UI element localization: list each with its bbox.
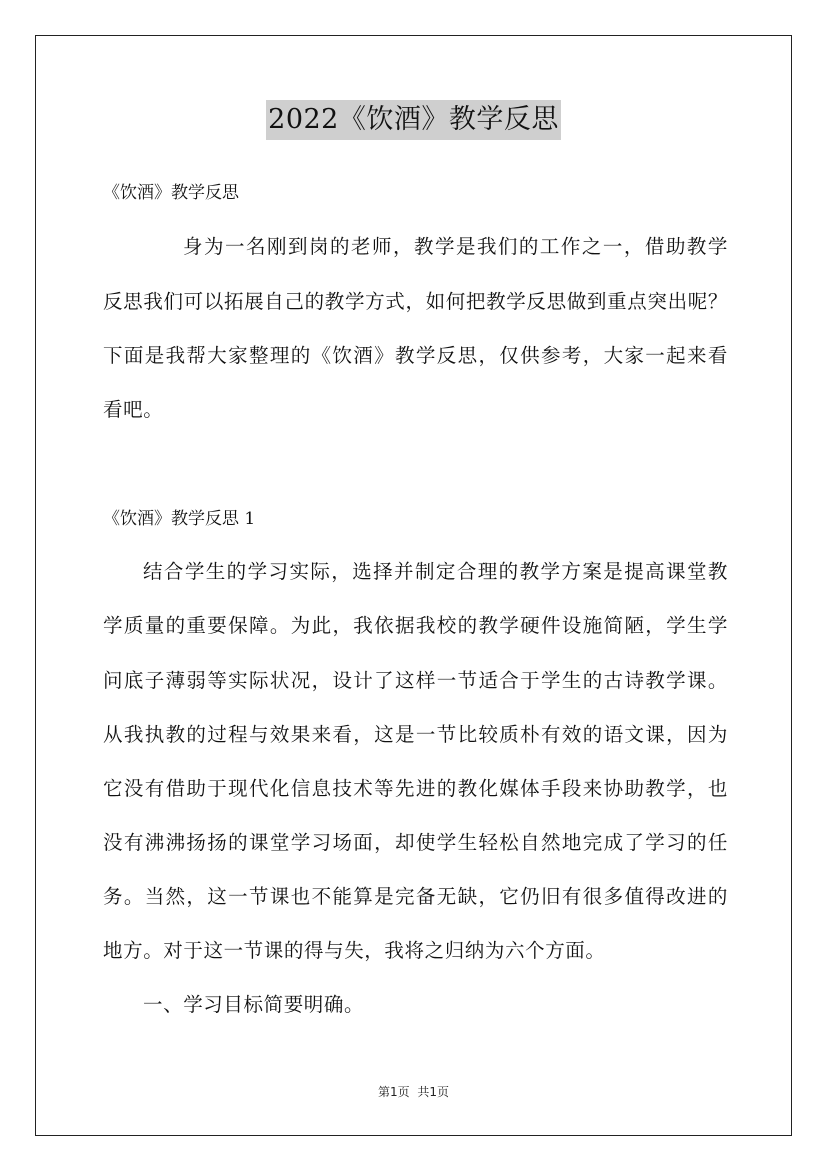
intro-line-4: 看吧。 (103, 398, 164, 421)
title-container (0, 100, 827, 140)
page-footer: 第1页 共1页 (377, 1085, 450, 1099)
body-line-3: 问底子薄弱等实际状况，设计了这样一节适合于学生的古诗教学课。 (103, 669, 728, 692)
body-line-5: 它没有借助于现代化信息技术等先进的教化媒体手段来协助教学，也 (103, 777, 728, 800)
body-line-7: 务。当然，这一节课也不能算是完备无缺，它仍旧有很多值得改进的 (103, 885, 728, 908)
intro-line-2: 反思我们可以拓展自己的教学方式，如何把教学反思做到重点突出呢？ (103, 290, 728, 313)
body-line-4: 从我执教的过程与效果来看，这是一节比较质朴有效的语文课，因为 (103, 723, 728, 746)
point-one: 一、学习目标简要明确。 (143, 993, 365, 1016)
document-subtitle: 《饮酒》教学反思 (103, 183, 239, 203)
body-line-2: 学质量的重要保障。为此，我依据我校的教学硬件设施简陋，学生学 (103, 614, 728, 637)
intro-line-1: 身为一名刚到岗的老师，教学是我们的工作之一，借助教学 (183, 235, 728, 258)
body-line-8: 地方。对于这一节课的得与失，我将之归纳为六个方面。 (103, 939, 606, 962)
body-line-1: 结合学生的学习实际，选择并制定合理的教学方案是提高课堂教 (143, 560, 728, 583)
body-line-6: 没有沸沸扬扬的课堂学习场面，却使学生轻松自然地完成了学习的任 (103, 831, 728, 854)
section-heading: 《饮酒》教学反思 1 (103, 509, 256, 529)
intro-line-3: 下面是我帮大家整理的《饮酒》教学反思，仅供参考，大家一起来看 (103, 344, 728, 367)
document-title: 2022《饮酒》教学反思 (266, 100, 561, 140)
